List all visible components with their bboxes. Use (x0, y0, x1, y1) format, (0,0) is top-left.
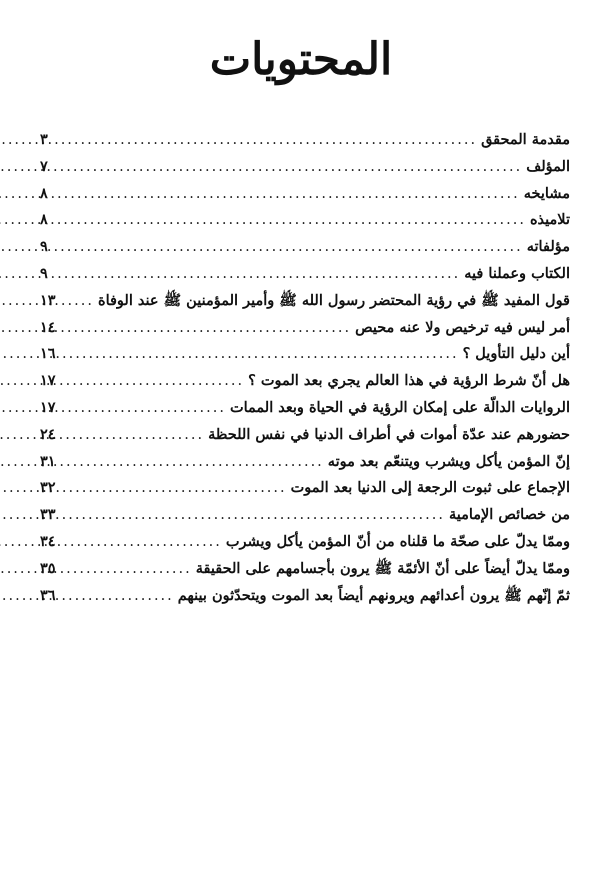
toc-entry-title: هل أنّ شرط الرؤية في هذا العالم يجري بعد الموت ؟ (248, 372, 570, 390)
toc-entry-page-number: ٨ (40, 211, 48, 229)
dot-leader (74, 427, 204, 443)
dot-leader (74, 266, 460, 282)
toc-entry-title: أمر ليس فيه ترخيص ولا عنه محيص (355, 318, 570, 336)
toc-entry-page-number: ٣٤ (40, 532, 56, 550)
toc-entry-title: الكتاب وعملنا فيه (464, 264, 570, 282)
dot-leader (74, 346, 459, 362)
dot-leader (74, 480, 287, 496)
toc-entry-title: مشايخه (523, 184, 570, 202)
toc-entry (40, 479, 570, 506)
dot-leader (74, 400, 226, 416)
toc-entry (40, 158, 570, 185)
toc-entry (40, 399, 570, 426)
toc-entry (40, 506, 570, 533)
dot-leader (74, 507, 445, 523)
toc-entry-title: المؤلف (526, 157, 570, 175)
dot-leader (74, 132, 477, 148)
toc-entry (40, 319, 570, 346)
table-of-contents (40, 131, 570, 613)
toc-entry-page-number: ٢٤ (40, 425, 56, 443)
toc-entry-title: حضورهم عند عدّة أموات في أطراف الدنيا في نفس اللحظة (208, 425, 570, 443)
toc-entry (40, 211, 570, 238)
toc-entry-page-number: ١٧ (40, 372, 56, 390)
toc-entry-page-number: ٩ (40, 264, 48, 282)
toc-entry-title: إنّ المؤمن يأكل ويشرب ويتنعّم بعد موته (327, 452, 570, 470)
toc-entry-title: وممّا يدلّ على صحّة ما قلناه من أنّ المؤمن يأكل ويشرب (225, 532, 570, 550)
toc-entry-title: مقدمة المحقق (481, 131, 570, 148)
toc-entry (40, 292, 570, 319)
toc-entry-page-number: ١٦ (40, 345, 56, 363)
dot-leader (74, 320, 351, 336)
dot-leader (74, 239, 523, 255)
toc-entry-title: مؤلفاته (526, 238, 570, 256)
toc-entry (40, 587, 570, 614)
dot-leader (74, 588, 174, 604)
toc-entry-title: قول المفيد ﷺ في رؤية المحتضر رسول الله ﷺ وأمير المؤمنين ﷺ عند الوفاة (97, 291, 570, 309)
toc-entry (40, 131, 570, 158)
toc-entry-page-number: ١٣ (39, 291, 56, 309)
page-title: المحتويات (209, 34, 393, 85)
toc-entry (40, 372, 570, 399)
toc-entry (40, 345, 570, 372)
dot-leader (74, 159, 522, 175)
toc-entry-page-number: ٨ (40, 184, 48, 202)
toc-entry (40, 533, 570, 560)
toc-entry-title: من خصائص الإمامية (448, 506, 570, 524)
toc-entry (40, 265, 570, 292)
dot-leader (74, 534, 222, 550)
toc-entry-page-number: ٣ (40, 131, 48, 148)
toc-entry-title: وممّا يدلّ أيضاً على أنّ الأئمّة ﷺ يرون بأجسامهم على الحقيقة (195, 559, 570, 577)
toc-entry-page-number: ٣٣ (40, 506, 56, 524)
dot-leader (74, 454, 324, 470)
toc-entry-title: تلاميذه (529, 211, 570, 229)
toc-entry-title: الإجماع على ثبوت الرجعة إلى الدنيا بعد الموت (290, 479, 570, 497)
toc-entry-title: أين دليل التأويل ؟ (462, 345, 570, 363)
dot-leader (74, 212, 526, 228)
toc-entry-page-number: ٣٥ (40, 559, 56, 577)
toc-entry (40, 453, 570, 480)
toc-entry (40, 238, 570, 265)
dot-leader (74, 186, 520, 202)
toc-entry-page-number: ٧ (40, 157, 48, 175)
dot-leader (74, 293, 94, 309)
toc-entry (40, 185, 570, 212)
toc-entry-page-number: ٣١ (40, 452, 56, 470)
toc-entry-page-number: ٩ (40, 238, 48, 256)
toc-entry-page-number: ١٤ (40, 318, 56, 336)
toc-entry-page-number: ١٧ (40, 398, 56, 416)
toc-entry-title: ثمّ إنّهم ﷺ يرون أعدائهم ويرونهم أيضاً بعد الموت ويتحدّثون بينهم (177, 586, 570, 604)
toc-entry-page-number: ٣٢ (40, 479, 56, 497)
dot-leader (74, 373, 244, 389)
toc-entry-title: الروايات الدالّة على إمكان الرؤية في الحياة وبعد الممات (229, 398, 570, 416)
dot-leader (74, 561, 192, 577)
toc-entry (40, 560, 570, 587)
toc-entry (40, 426, 570, 453)
toc-entry-page-number: ٣٦ (40, 586, 56, 604)
